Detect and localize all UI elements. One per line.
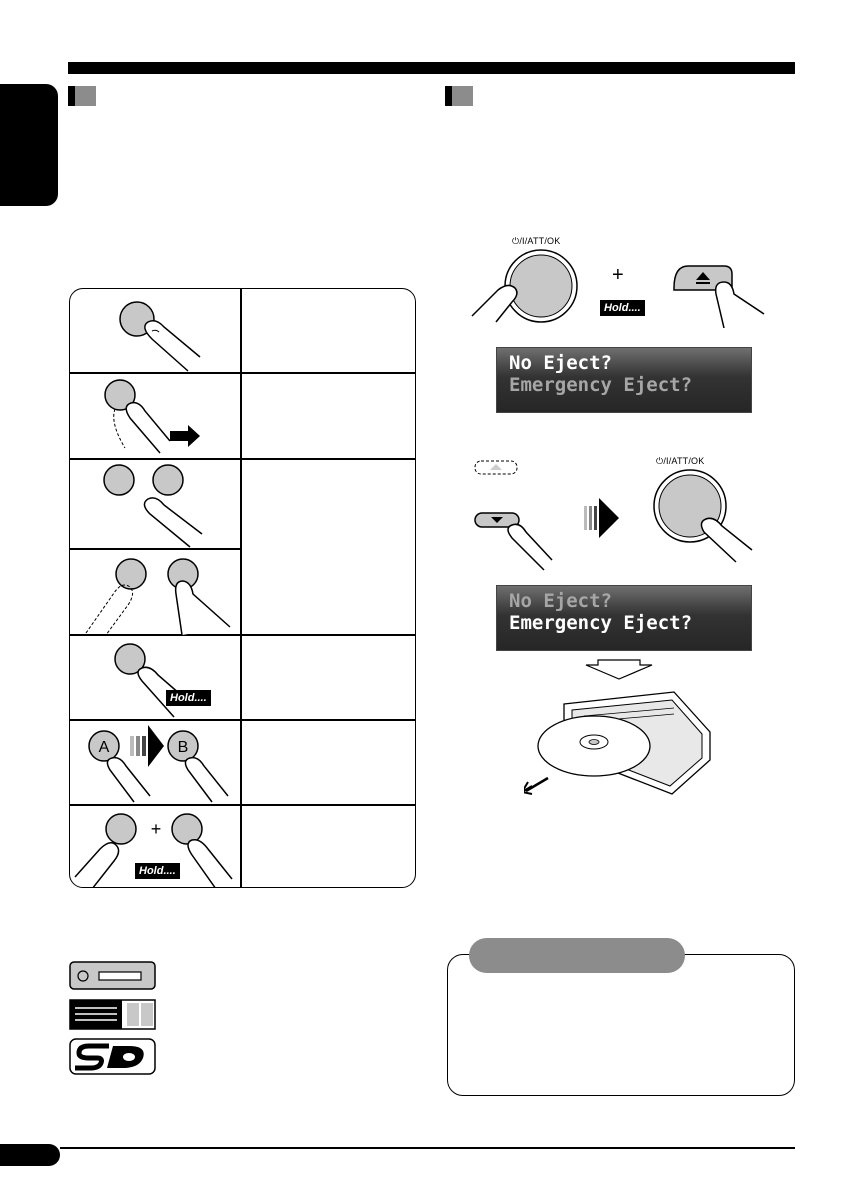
note-box	[447, 954, 795, 1096]
plus-sign: +	[612, 264, 624, 286]
display-line-2: Emergency Eject?	[509, 374, 693, 396]
language-tab	[0, 84, 58, 206]
left-section-marker	[68, 86, 96, 106]
press-and-hold-icon	[70, 635, 240, 719]
press-two-buttons-icon	[70, 459, 240, 549]
table-divider	[240, 289, 242, 887]
hold-tag: Hold....	[600, 300, 645, 316]
control-panel-icon	[69, 999, 157, 1031]
press-slide-icon	[70, 373, 240, 458]
operation-symbols-table	[69, 288, 416, 888]
sd-logo-icon	[69, 1038, 157, 1076]
down-button[interactable]	[474, 512, 554, 572]
right-section-marker	[445, 86, 473, 106]
disc-ejecting-illustration	[524, 682, 724, 802]
top-rule	[68, 62, 795, 74]
cd-slot-icon	[69, 961, 157, 991]
page-number-tab	[0, 1144, 60, 1166]
press-one-then-other-icon	[70, 549, 240, 635]
control-knob-icon	[468, 246, 583, 332]
press-a-then-b-icon	[70, 720, 240, 804]
plus-sign: +	[150, 819, 162, 839]
knob-label: ⏻/I/ATT/OK	[512, 236, 561, 246]
next-step-arrow-icon	[582, 496, 622, 540]
up-button-dashed-icon	[474, 460, 520, 476]
hold-tag: Hold....	[135, 863, 180, 879]
knob-label: ⏻/I/ATT/OK	[656, 456, 705, 466]
bottom-rule	[60, 1147, 795, 1149]
display-line-1: No Eject?	[509, 352, 612, 374]
hold-tag: Hold....	[166, 690, 211, 706]
eject-button[interactable]	[672, 264, 772, 328]
press-icon	[70, 289, 240, 373]
lcd-display-2	[496, 585, 752, 651]
button-a-label: A	[98, 739, 110, 756]
control-knob-icon[interactable]	[640, 466, 760, 566]
button-b-label: B	[177, 739, 189, 756]
note-title-pill	[469, 938, 685, 973]
result-arrow-icon	[584, 659, 654, 681]
display-line-2: Emergency Eject?	[509, 612, 693, 634]
display-line-1: No Eject?	[509, 590, 612, 612]
lcd-display-1	[496, 347, 752, 413]
